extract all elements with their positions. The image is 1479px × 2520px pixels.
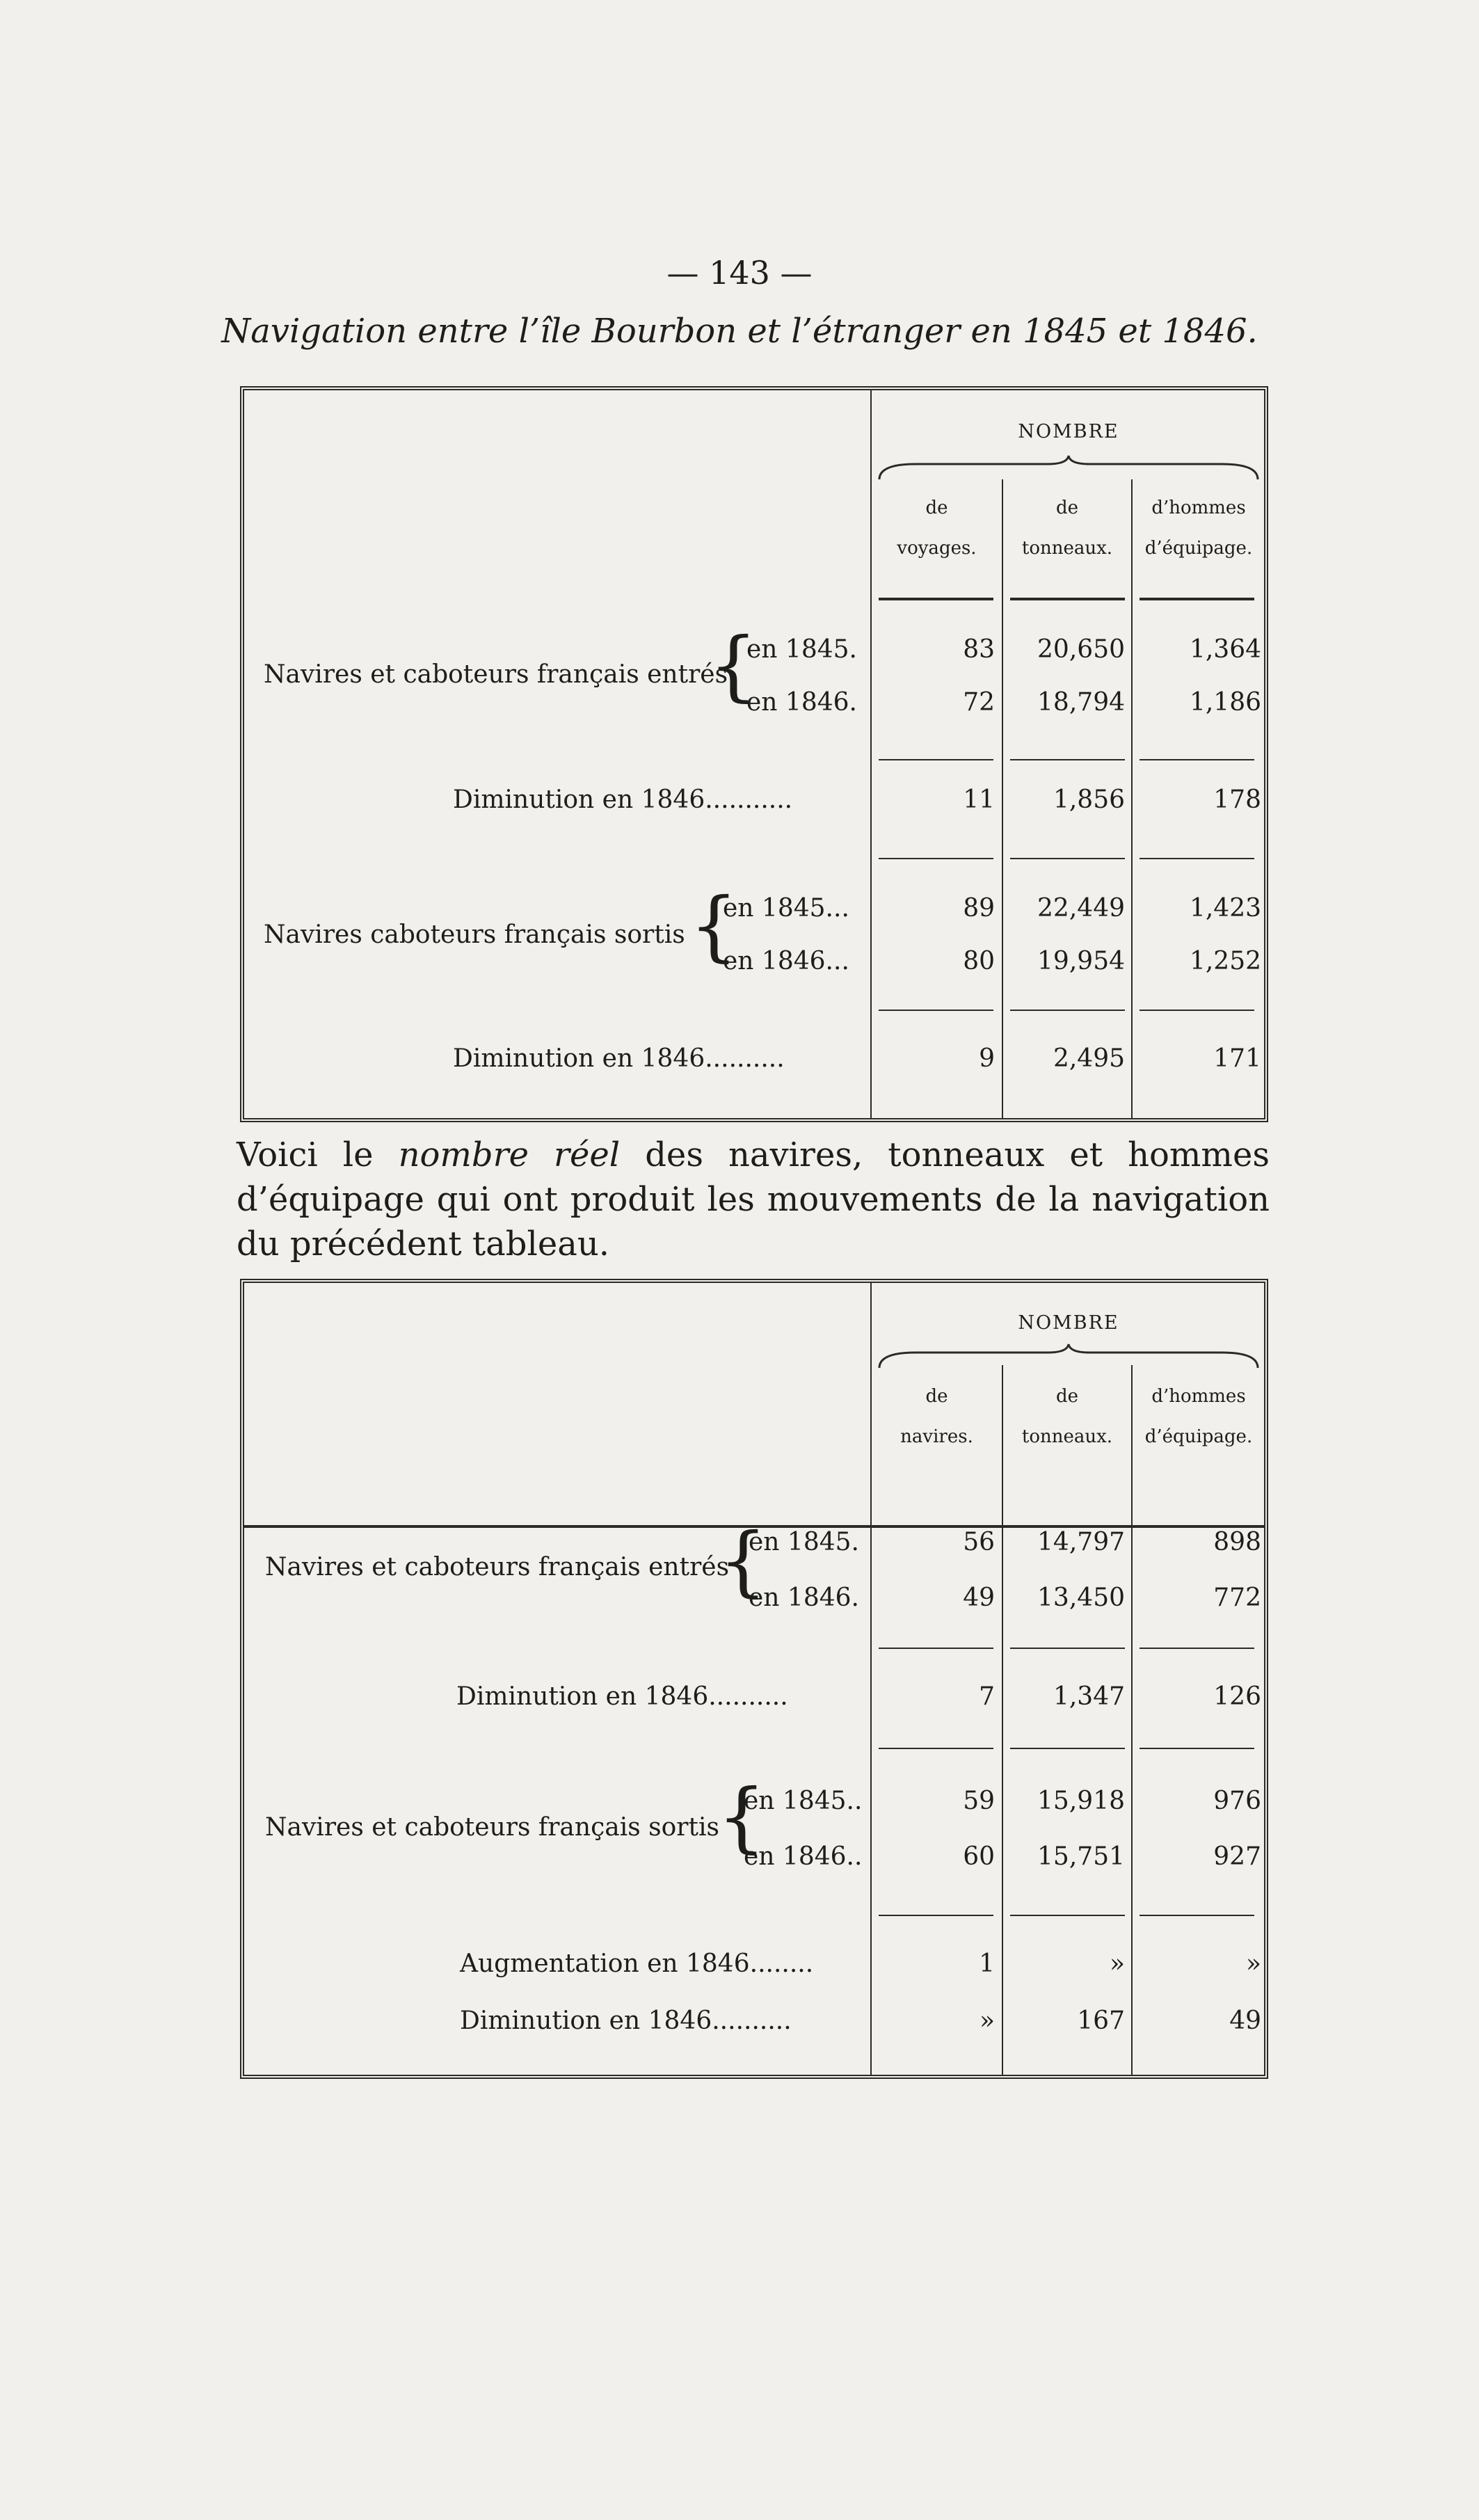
- cell: »: [1109, 1949, 1125, 1978]
- cell: 49: [963, 1584, 995, 1612]
- row-year: en 1846.: [749, 1584, 859, 1612]
- brace: {: [717, 1772, 766, 1861]
- cell: 56: [963, 1528, 995, 1556]
- row-label: Navires et caboteurs français sortis: [265, 1813, 719, 1842]
- cell: 15,751: [1037, 1842, 1125, 1871]
- cell: »: [1245, 1949, 1261, 1978]
- page-title: Navigation entre l’île Bourbon et l’étranger en 1845 et 1846.: [221, 312, 1258, 351]
- cell: 11: [963, 785, 995, 814]
- row-year: en 1846.: [746, 688, 857, 717]
- cell: 898: [1213, 1528, 1261, 1556]
- col-header-tonneaux: de tonneaux.: [1021, 1386, 1113, 1447]
- col-header-equipage: d’hommes d’équipage.: [1144, 497, 1253, 559]
- cell: 1,856: [1053, 785, 1125, 814]
- sum-rule: [1140, 759, 1254, 760]
- cell: 13,450: [1037, 1584, 1125, 1612]
- row-label: Navires caboteurs français sortis: [264, 920, 685, 949]
- header-brace: [874, 1343, 1263, 1371]
- sum-rule: [1010, 1010, 1125, 1011]
- cell: 72: [963, 688, 995, 717]
- cell: 15,918: [1037, 1787, 1125, 1815]
- cell: 7: [979, 1682, 995, 1711]
- cell: 171: [1213, 1044, 1261, 1073]
- sum-rule: [879, 759, 993, 760]
- cell: 59: [963, 1787, 995, 1815]
- col-header-voyages: de voyages.: [897, 497, 977, 559]
- sum-rule: [1010, 1915, 1125, 1916]
- cell: 22,449: [1037, 894, 1125, 923]
- row-year: en 1846..: [744, 1842, 863, 1871]
- sum-rule: [879, 1748, 993, 1749]
- row-label: Diminution en 1846..........: [460, 2007, 792, 2035]
- cell: 1,423: [1189, 894, 1261, 923]
- cell: 14,797: [1037, 1528, 1125, 1556]
- page-number: — 143 —: [666, 254, 813, 292]
- header-nombre: NOMBRE: [1018, 1312, 1119, 1334]
- row-year: en 1846...: [723, 947, 849, 975]
- sum-rule: [1140, 1010, 1254, 1011]
- row-year: en 1845.: [746, 635, 857, 664]
- cell: 89: [963, 894, 995, 923]
- sum-rule: [1140, 1648, 1254, 1649]
- body-paragraph: Voici le nombre réel des navires, tonneaux et hommes d’équipage qui ont produit les mouvements de la navigation du précédent tableau.: [237, 1135, 1270, 1263]
- cell: 772: [1213, 1584, 1261, 1612]
- cell: 1,186: [1189, 688, 1261, 717]
- sum-rule: [1140, 1915, 1254, 1916]
- header-rule: [1140, 598, 1254, 600]
- row-label: Navires et caboteurs français entrés: [264, 660, 728, 689]
- cell: 18,794: [1037, 688, 1125, 717]
- cell: 976: [1213, 1787, 1261, 1815]
- cell: 2,495: [1053, 1044, 1125, 1073]
- sum-rule: [879, 1010, 993, 1011]
- cell: 1,252: [1189, 947, 1261, 975]
- row-label: Diminution en 1846..........: [453, 1044, 785, 1073]
- cell: 1,364: [1189, 635, 1261, 664]
- header-rule: [879, 598, 993, 600]
- cell: 49: [1229, 2007, 1261, 2035]
- sum-rule: [879, 1648, 993, 1649]
- sum-rule: [1010, 1748, 1125, 1749]
- table-real-numbers: [240, 1279, 1268, 2079]
- col-header-navires: de navires.: [900, 1386, 973, 1447]
- row-year: en 1845...: [723, 894, 849, 923]
- cell: »: [979, 2007, 995, 2035]
- sum-rule: [1140, 1748, 1254, 1749]
- sum-rule: [879, 858, 993, 859]
- header-nombre: NOMBRE: [1018, 421, 1119, 442]
- cell: 178: [1213, 785, 1261, 814]
- cell: 126: [1213, 1682, 1261, 1711]
- sum-rule: [1010, 858, 1125, 859]
- cell: 927: [1213, 1842, 1261, 1871]
- row-year: en 1845..: [744, 1787, 863, 1815]
- header-rule: [1010, 598, 1125, 600]
- cell: 83: [963, 635, 995, 664]
- cell: 80: [963, 947, 995, 975]
- row-label: Diminution en 1846..........: [456, 1682, 788, 1711]
- cell: 9: [979, 1044, 995, 1073]
- cell: 60: [963, 1842, 995, 1871]
- sum-rule: [1010, 759, 1125, 760]
- table-navigation-1845-1846: [240, 386, 1268, 1122]
- sum-rule: [1140, 858, 1254, 859]
- row-year: en 1845.: [749, 1528, 859, 1556]
- cell: 1,347: [1053, 1682, 1125, 1711]
- header-brace: [874, 454, 1263, 482]
- cell: 167: [1077, 2007, 1125, 2035]
- sum-rule: [1010, 1648, 1125, 1649]
- cell: 1: [979, 1949, 995, 1978]
- sum-rule: [879, 1915, 993, 1916]
- col-header-tonneaux: de tonneaux.: [1021, 497, 1113, 559]
- col-header-equipage: d’hommes d’équipage.: [1144, 1386, 1253, 1447]
- row-label: Navires et caboteurs français entrés: [265, 1553, 730, 1581]
- row-label: Diminution en 1846...........: [453, 785, 793, 814]
- cell: 19,954: [1037, 947, 1125, 975]
- row-label: Augmentation en 1846........: [460, 1949, 814, 1978]
- brace: {: [709, 621, 758, 710]
- brace: {: [719, 1516, 767, 1605]
- brace: {: [689, 881, 738, 970]
- cell: 20,650: [1037, 635, 1125, 664]
